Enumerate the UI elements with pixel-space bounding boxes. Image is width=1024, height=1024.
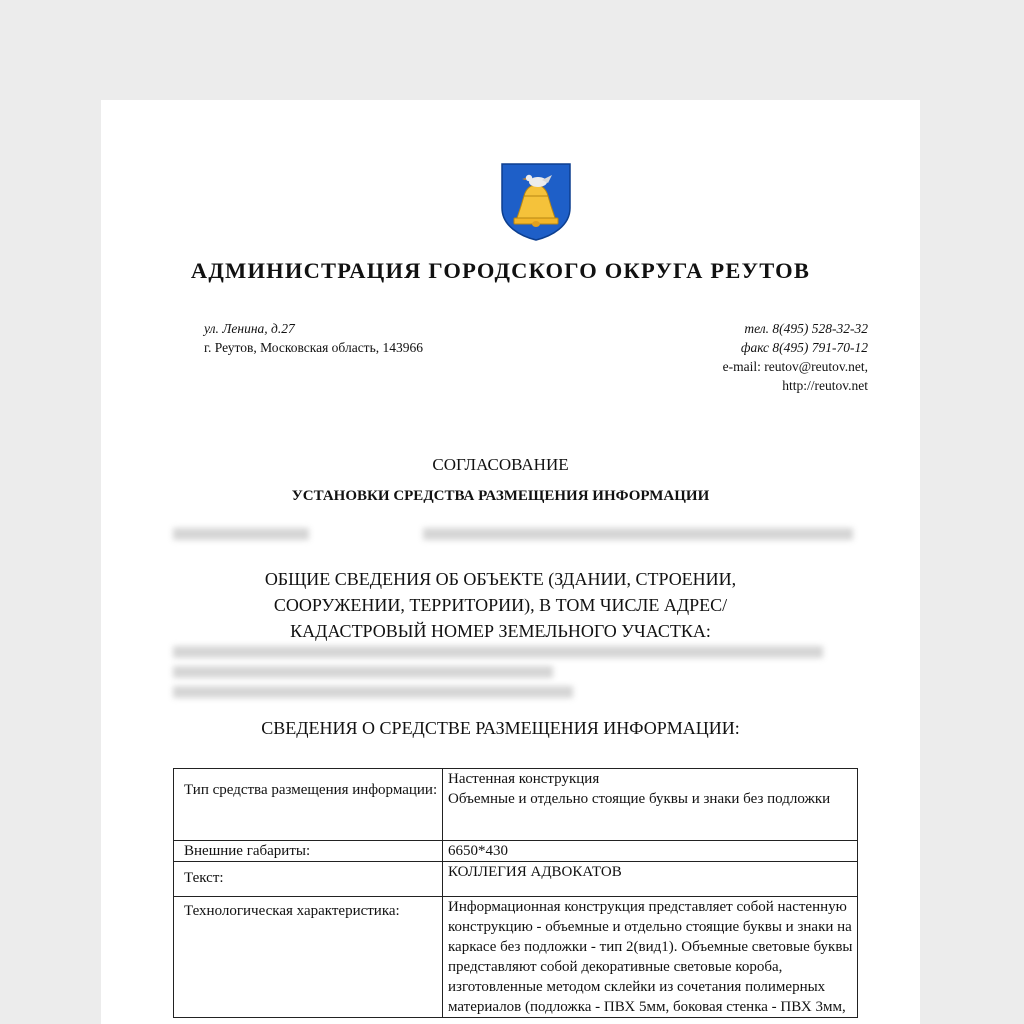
value-line: Информационная конструкция представляет собой настенную конструкцию - объемные и отдельно стоящие буквы и знаки на каркасе без подложки - тип 2(вид1). Объемные световые буквы представляют собой декоративные световые короба, изготовленные методом склейки из сочетания полимерных материалов (подложка - ПВХ 5мм, боковая стенка - ПВХ 3мм, xyxy=(448,899,853,1015)
row-key: Текст: xyxy=(174,862,443,897)
general-heading-line: СООРУЖЕНИИ, ТЕРРИТОРИИ), В ТОМ ЧИСЛЕ АДРЕС/ xyxy=(273,595,728,615)
address-street: ул. Ленина, д.27 xyxy=(204,321,295,336)
row-value xyxy=(443,862,858,897)
general-heading-line: ОБЩИЕ СВЕДЕНИЯ ОБ ОБЪЕКТЕ (ЗДАНИИ, СТРОЕНИИ, xyxy=(264,569,737,589)
table-row xyxy=(174,862,858,897)
value-line: Объемные и отдельно стоящие буквы и знаки без подложки xyxy=(448,791,831,807)
row-value xyxy=(443,769,858,841)
general-info-heading xyxy=(101,566,900,644)
general-heading-line: КАДАСТРОВЫЙ НОМЕР ЗЕМЕЛЬНОГО УЧАСТКА: xyxy=(290,621,711,641)
coat-of-arms-icon xyxy=(500,162,572,242)
value-line: Настенная конструкция xyxy=(448,771,600,787)
row-key: Технологическая характеристика: xyxy=(174,897,443,1018)
phone-number: тел. 8(495) 528-32-32 xyxy=(744,321,868,336)
postal-address xyxy=(204,319,423,357)
row-value xyxy=(443,841,858,862)
value-line: КОЛЛЕГИЯ АДВОКАТОВ xyxy=(448,864,622,880)
website-link[interactable]: http://reutov.net xyxy=(782,378,868,393)
contact-block xyxy=(723,319,868,395)
redacted-address-line xyxy=(173,686,573,698)
fax-number: факс 8(495) 791-70-12 xyxy=(740,340,868,355)
table-row xyxy=(174,769,858,841)
redacted-number xyxy=(173,528,309,540)
address-city: г. Реутов, Московская область, 143966 xyxy=(204,340,423,355)
redacted-address-line xyxy=(173,666,553,678)
info-table xyxy=(173,768,858,1018)
table-row xyxy=(174,897,858,1018)
document-page xyxy=(101,100,920,1024)
redacted-reference xyxy=(423,528,853,540)
value-line: 6650*430 xyxy=(448,843,508,859)
organization-title: АДМИНИСТРАЦИЯ ГОРОДСКОГО ОКРУГА РЕУТОВ xyxy=(190,258,811,283)
redacted-address-line xyxy=(173,646,823,658)
row-value xyxy=(443,897,858,1018)
table-row xyxy=(174,841,858,862)
email-address: e-mail: reutov@reutov.net, xyxy=(722,359,868,374)
row-key: Тип средства размещения информации: xyxy=(174,769,443,841)
info-heading: СВЕДЕНИЯ О СРЕДСТВЕ РАЗМЕЩЕНИЯ ИНФОРМАЦИИ: xyxy=(261,718,740,738)
document-title: СОГЛАСОВАНИЕ xyxy=(432,455,569,474)
document-subtitle: УСТАНОВКИ СРЕДСТВА РАЗМЕЩЕНИЯ ИНФОРМАЦИИ xyxy=(291,488,710,504)
row-key: Внешние габариты: xyxy=(174,841,443,862)
